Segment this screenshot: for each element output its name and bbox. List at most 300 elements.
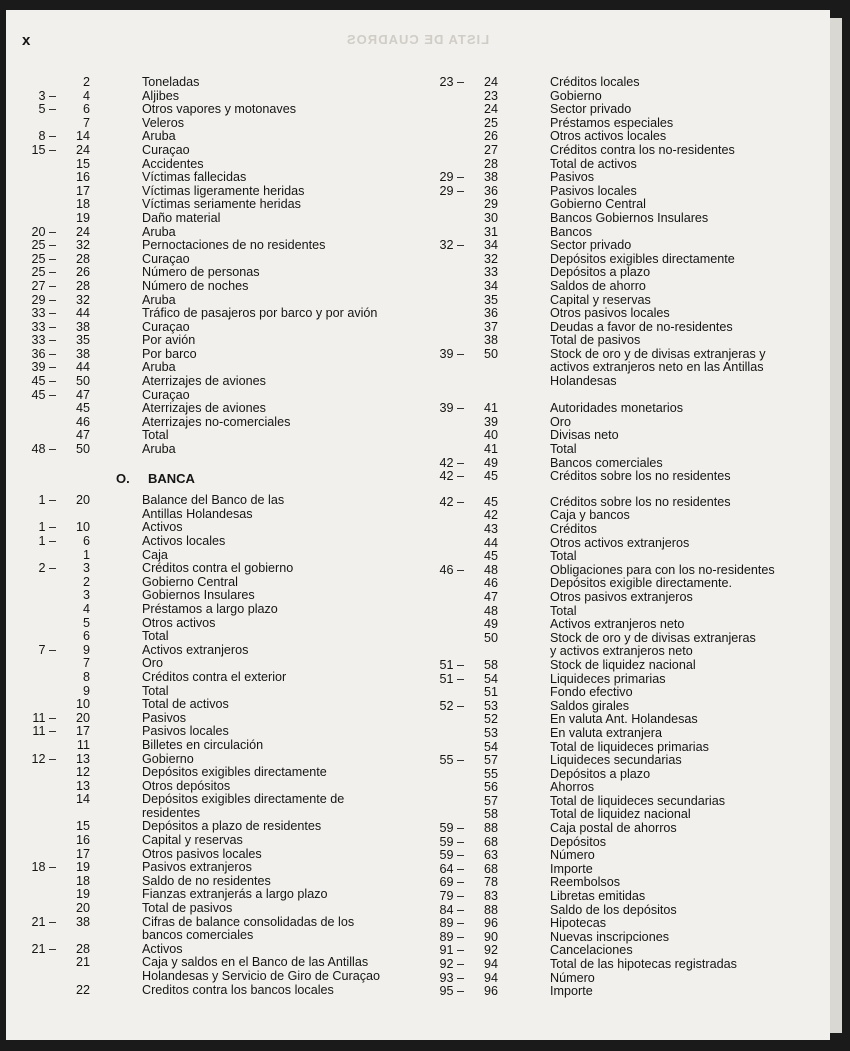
range-end: 19 — [75, 210, 90, 225]
right-rows-monetarios — [426, 402, 830, 484]
range-start: 29 – — [31, 292, 56, 307]
table-entry — [426, 144, 830, 158]
entry-label: Activos — [142, 520, 183, 535]
range-start: 39 – — [439, 346, 464, 361]
range-end: 45 — [483, 549, 498, 564]
table-entry — [426, 443, 830, 457]
entry-label: Créditos contra los no-residentes — [550, 142, 735, 157]
entry-label: Total de activos — [142, 697, 229, 712]
entry-label: Depósitos a plazo — [550, 265, 651, 280]
range-start: 51 – — [439, 671, 464, 686]
entry-label: Créditos contra el exterior — [142, 669, 287, 684]
right-rows-liquidez — [426, 496, 830, 999]
range-end: 15 — [75, 819, 90, 834]
entry-label: Aterrizajes de aviones — [142, 401, 266, 416]
range-start: 93 – — [439, 970, 464, 985]
entry-label: Aljibes — [142, 88, 180, 103]
range-end: 20 — [75, 710, 90, 725]
range-start: 79 – — [439, 889, 464, 904]
table-entry — [6, 956, 426, 970]
entry-label: Nuevas inscripciones — [550, 929, 669, 944]
table-entry — [426, 836, 830, 850]
table-entry — [426, 130, 830, 144]
entry-label: bancos comerciales — [142, 928, 254, 943]
entry-label: Número de noches — [142, 278, 249, 293]
range-end: 5 — [82, 615, 90, 630]
page-edge — [830, 18, 842, 1033]
range-start: 5 – — [38, 102, 56, 117]
entry-label: Depósitos a plazo de residentes — [142, 819, 322, 834]
table-entry — [6, 321, 426, 335]
range-end: 42 — [483, 508, 498, 523]
range-start: 1 – — [38, 534, 56, 548]
range-end: 8 — [82, 669, 90, 684]
entry-label: Bancos — [550, 224, 593, 239]
entry-label: Depósitos exigibles directamente — [550, 251, 735, 266]
table-entry — [426, 550, 830, 564]
table-entry — [426, 76, 830, 90]
document-page — [6, 10, 830, 1040]
table-entry — [426, 402, 830, 416]
table-entry — [6, 198, 426, 212]
table-entry — [6, 158, 426, 172]
range-start: 2 – — [38, 561, 56, 576]
range-end: 54 — [483, 739, 498, 754]
range-start: 1 – — [38, 493, 56, 508]
table-entry — [6, 576, 426, 590]
range-end: 21 — [75, 955, 90, 970]
entry-label: Total de pasivos — [550, 333, 641, 348]
entry-label: Capital y reservas — [550, 292, 651, 307]
range-start: 45 – — [31, 374, 56, 389]
range-start: 39 – — [439, 401, 464, 416]
table-entry — [426, 958, 830, 972]
range-end: 33 — [483, 265, 498, 280]
table-entry — [426, 239, 830, 253]
entry-label: Tráfico de pasajeros por barco y por avión — [142, 306, 378, 321]
entry-label: Depósitos exigible directamente. — [550, 576, 733, 591]
entry-label: Stock de oro y de divisas extranjeras y — [550, 346, 766, 361]
entry-label: Stock de liquidez nacional — [550, 657, 696, 672]
table-entry — [426, 700, 830, 714]
entry-label: Caja y saldos en el Banco de las Antillas — [142, 955, 369, 970]
left-column — [6, 76, 426, 997]
range-end: 44 — [75, 306, 90, 321]
table-entry — [6, 820, 426, 834]
table-entry — [6, 834, 426, 848]
range-end: 1 — [82, 547, 90, 562]
table-entry — [6, 753, 426, 767]
entry-label: Oro — [142, 656, 163, 671]
range-end: 47 — [75, 428, 90, 443]
entry-label: Total — [142, 629, 169, 644]
range-end: 28 — [483, 156, 498, 171]
range-start: 12 – — [31, 751, 56, 766]
table-entry — [426, 673, 830, 687]
range-end: 41 — [483, 401, 498, 416]
range-start: 42 – — [439, 469, 464, 484]
range-start: 7 – — [38, 642, 56, 657]
range-start: 92 – — [439, 957, 464, 971]
table-entry — [426, 808, 830, 822]
entry-label: Liquideces primarias — [550, 671, 666, 686]
range-end: 83 — [483, 889, 498, 904]
entry-label: Daño material — [142, 210, 221, 225]
entry-label: Caja y bancos — [550, 508, 630, 523]
section-letter: O. — [116, 471, 130, 487]
table-entry — [6, 630, 426, 644]
table-entry — [426, 103, 830, 117]
table-entry — [6, 185, 426, 199]
section-title: BANCA — [148, 471, 195, 487]
range-end: 68 — [483, 834, 498, 849]
range-start: 36 – — [31, 346, 56, 361]
range-end: 34 — [483, 238, 498, 253]
range-end: 10 — [75, 520, 90, 535]
range-start: 29 – — [439, 170, 464, 185]
range-end: 36 — [483, 183, 498, 198]
table-entry — [6, 334, 426, 348]
range-end: 13 — [75, 778, 90, 793]
range-end: 46 — [483, 576, 498, 591]
range-end: 14 — [75, 129, 90, 144]
table-entry — [6, 848, 426, 862]
table-entry — [6, 280, 426, 294]
entry-label: Antillas Holandesas — [142, 506, 253, 521]
entry-label: Otros pasivos locales — [142, 846, 262, 861]
table-entry — [426, 768, 830, 782]
table-entry — [6, 685, 426, 699]
table-entry — [6, 766, 426, 780]
entry-label: Bancos Gobiernos Insulares — [550, 210, 709, 225]
entry-label: Aruba — [142, 129, 176, 144]
range-start: 20 – — [31, 224, 56, 239]
table-entry — [426, 348, 830, 362]
table-entry — [426, 429, 830, 443]
range-start: 64 – — [439, 861, 464, 876]
entry-label: Fondo efectivo — [550, 685, 633, 700]
table-entry — [426, 754, 830, 768]
range-end: 50 — [483, 346, 498, 361]
entry-label: Oro — [550, 414, 571, 429]
table-entry — [426, 523, 830, 537]
table-entry — [426, 781, 830, 795]
range-end: 48 — [483, 603, 498, 618]
range-end: 52 — [483, 712, 498, 727]
range-start: 69 – — [439, 875, 464, 890]
table-entry — [6, 416, 426, 430]
range-end: 50 — [483, 630, 498, 645]
table-entry — [426, 117, 830, 131]
table-entry — [6, 348, 426, 362]
range-start: 89 – — [439, 916, 464, 931]
entry-label: Saldos girales — [550, 698, 630, 713]
range-start: 33 – — [31, 333, 56, 348]
range-end: 40 — [483, 428, 498, 443]
range-start: 91 – — [439, 943, 464, 958]
table-entry — [6, 508, 426, 522]
table-entry — [6, 76, 426, 90]
entry-label: Curaçao — [142, 142, 190, 157]
range-end: 17 — [75, 724, 90, 739]
table-entry — [426, 457, 830, 471]
entry-label: Caja — [142, 547, 168, 562]
table-entry — [426, 185, 830, 199]
range-end: 6 — [82, 629, 90, 644]
entry-label: Sector privado — [550, 238, 632, 253]
entry-label: Créditos locales — [550, 75, 640, 89]
table-entry — [426, 876, 830, 890]
table-entry — [6, 494, 426, 508]
range-end: 35 — [483, 292, 498, 307]
range-end: 49 — [483, 455, 498, 470]
range-end: 15 — [75, 156, 90, 171]
range-end: 96 — [483, 916, 498, 931]
range-end: 50 — [75, 442, 90, 457]
entry-label: Fianzas extranjerás a largo plazo — [142, 887, 328, 902]
table-entry — [6, 861, 426, 875]
entry-label: Total — [550, 442, 577, 457]
entry-label: Importe — [550, 861, 593, 876]
range-end: 6 — [82, 534, 90, 548]
range-start: 29 – — [439, 183, 464, 198]
entry-label: Pasivos locales — [550, 183, 637, 198]
range-start: 59 – — [439, 848, 464, 863]
table-entry — [6, 294, 426, 308]
table-entry — [6, 90, 426, 104]
entry-label: Gobierno — [550, 88, 602, 103]
entry-label: Billetes en circulación — [142, 737, 264, 752]
entry-label: Curaçao — [142, 251, 190, 266]
range-end: 43 — [483, 522, 498, 536]
table-entry — [6, 780, 426, 794]
entry-label: Gobierno — [142, 751, 194, 766]
entry-label: Otros pasivos locales — [550, 306, 670, 321]
table-entry — [6, 793, 426, 807]
range-end: 26 — [75, 265, 90, 280]
range-end: 50 — [75, 374, 90, 389]
table-entry — [6, 253, 426, 267]
entry-label: Saldos de ahorro — [550, 278, 646, 293]
range-end: 51 — [483, 685, 498, 700]
table-entry — [6, 226, 426, 240]
range-end: 90 — [483, 929, 498, 944]
range-end: 19 — [75, 860, 90, 875]
table-entry — [6, 266, 426, 280]
entry-label: Otros activos extranjeros — [550, 535, 690, 550]
entry-label: Depósitos exigibles directamente — [142, 765, 327, 780]
left-rows-transport — [6, 76, 426, 457]
table-entry — [426, 416, 830, 430]
table-entry — [426, 361, 830, 375]
entry-label: Por barco — [142, 346, 197, 361]
entry-label: Otros activos locales — [550, 129, 667, 144]
range-end: 16 — [75, 833, 90, 848]
table-entry — [6, 307, 426, 321]
entry-label: Gobierno Central — [142, 574, 238, 589]
table-entry — [6, 549, 426, 563]
table-entry — [6, 970, 426, 984]
table-entry — [6, 943, 426, 957]
table-entry — [6, 725, 426, 739]
range-end: 35 — [75, 333, 90, 348]
entry-label: Pasivos extranjeros — [142, 860, 252, 875]
range-end: 20 — [75, 493, 90, 508]
entry-label: Créditos sobre los no residentes — [550, 469, 731, 484]
table-entry — [6, 657, 426, 671]
range-end: 41 — [483, 442, 498, 457]
table-entry — [426, 591, 830, 605]
entry-label: En valuta extranjera — [550, 725, 663, 740]
table-entry — [6, 875, 426, 889]
entry-label: activos extranjeros neto en las Antillas — [550, 360, 764, 375]
entry-label: Accidentes — [142, 156, 204, 171]
range-end: 58 — [483, 657, 498, 672]
range-end: 2 — [82, 574, 90, 589]
table-entry — [426, 266, 830, 280]
range-end: 30 — [483, 210, 498, 225]
range-end: 46 — [75, 414, 90, 429]
table-entry — [426, 632, 830, 646]
table-entry — [426, 931, 830, 945]
range-start: 11 – — [32, 724, 56, 739]
entry-label: En valuta Ant. Holandesas — [550, 712, 698, 727]
table-entry — [6, 698, 426, 712]
entry-label: Total de pasivos — [142, 901, 233, 916]
entry-label: Créditos sobre los no residentes — [550, 494, 731, 509]
table-entry — [6, 535, 426, 549]
range-start: 52 – — [439, 698, 464, 713]
range-end: 92 — [483, 943, 498, 958]
table-entry — [426, 605, 830, 619]
range-end: 56 — [483, 780, 498, 795]
table-entry — [6, 644, 426, 658]
table-entry — [426, 645, 830, 659]
entry-label: Curaçao — [142, 319, 190, 334]
range-end: 4 — [82, 88, 90, 103]
range-end: 7 — [82, 115, 90, 130]
entry-label: Total de liquidez nacional — [550, 807, 691, 822]
range-end: 38 — [75, 319, 90, 334]
table-entry — [6, 589, 426, 603]
entry-label: Aruba — [142, 360, 176, 375]
table-entry — [426, 985, 830, 999]
entry-label: Caja postal de ahorros — [550, 821, 677, 836]
entry-label: Depósitos exigibles directamente de — [142, 792, 345, 807]
range-end: 96 — [483, 984, 498, 999]
entry-label: Autoridades monetarios — [550, 401, 684, 416]
entry-label: Ahorros — [550, 780, 595, 795]
range-start: 11 – — [32, 710, 56, 725]
table-entry — [6, 212, 426, 226]
entry-label: Gobierno Central — [550, 197, 646, 212]
entry-label: Número de personas — [142, 265, 260, 280]
table-entry — [426, 822, 830, 836]
range-end: 45 — [75, 401, 90, 416]
section-heading — [6, 470, 426, 488]
entry-label: Cancelaciones — [550, 943, 633, 958]
table-entry — [6, 402, 426, 416]
table-entry — [426, 375, 830, 389]
table-entry — [426, 686, 830, 700]
range-end: 2 — [82, 75, 90, 89]
range-end: 39 — [483, 414, 498, 429]
range-start: 59 – — [439, 834, 464, 849]
entry-label: Stock de oro y de divisas extranjeras — [550, 630, 756, 645]
range-start: 27 – — [31, 278, 56, 293]
range-end: 48 — [483, 562, 498, 577]
entry-label: Activos locales — [142, 534, 226, 548]
table-entry — [6, 171, 426, 185]
entry-label: Pasivos locales — [142, 724, 229, 739]
range-end: 7 — [82, 656, 90, 671]
range-end: 3 — [82, 588, 90, 603]
table-entry — [6, 144, 426, 158]
entry-label: Créditos contra el gobierno — [142, 561, 294, 576]
range-start: 32 – — [439, 238, 464, 253]
entry-label: Balance del Banco de las — [142, 493, 285, 508]
range-end: 94 — [483, 957, 498, 971]
table-entry — [426, 944, 830, 958]
range-end: 9 — [82, 642, 90, 657]
entry-label: Holandesas y Servicio de Giro de Curaçao — [142, 969, 381, 983]
table-entry — [426, 171, 830, 185]
table-entry — [426, 294, 830, 308]
table-entry — [6, 916, 426, 930]
range-end: 32 — [75, 292, 90, 307]
entry-label: Pasivos — [142, 710, 187, 725]
left-rows-banca — [6, 494, 426, 997]
entry-label: Capital y reservas — [142, 833, 243, 848]
range-start: 33 – — [31, 306, 56, 321]
entry-label: Aruba — [142, 442, 176, 457]
range-end: 29 — [483, 197, 498, 212]
entry-label: Otros vapores y motonaves — [142, 102, 296, 117]
entry-label: Aterrizajes de aviones — [142, 374, 266, 389]
range-start: 21 – — [31, 941, 56, 956]
table-entry — [426, 496, 830, 510]
table-entry — [426, 659, 830, 673]
entry-label: Curaçao — [142, 387, 190, 402]
range-end: 13 — [75, 751, 90, 766]
range-end: 94 — [483, 970, 498, 985]
range-end: 63 — [483, 848, 498, 863]
table-entry — [426, 280, 830, 294]
entry-label: Libretas emitidas — [550, 889, 646, 904]
table-entry — [426, 618, 830, 632]
range-end: 58 — [483, 807, 498, 822]
range-end: 14 — [75, 792, 90, 807]
entry-label: Total — [142, 428, 169, 443]
table-entry — [426, 253, 830, 267]
entry-label: Víctimas ligeramente heridas — [142, 183, 305, 198]
range-end: 34 — [483, 278, 498, 293]
range-start: 48 – — [31, 442, 56, 457]
range-end: 19 — [75, 887, 90, 902]
range-start: 33 – — [31, 319, 56, 334]
range-start: 42 – — [439, 455, 464, 470]
entry-label: Saldo de no residentes — [142, 873, 271, 888]
entry-label: Toneladas — [142, 75, 200, 89]
table-entry — [6, 712, 426, 726]
entry-label: Por avión — [142, 333, 196, 348]
range-end: 36 — [483, 306, 498, 321]
range-start: 39 – — [31, 360, 56, 375]
entry-label: Víctimas fallecidas — [142, 170, 247, 185]
range-start: 21 – — [31, 914, 56, 929]
entry-label: Liquideces secundarias — [550, 753, 682, 768]
table-entry — [6, 361, 426, 375]
